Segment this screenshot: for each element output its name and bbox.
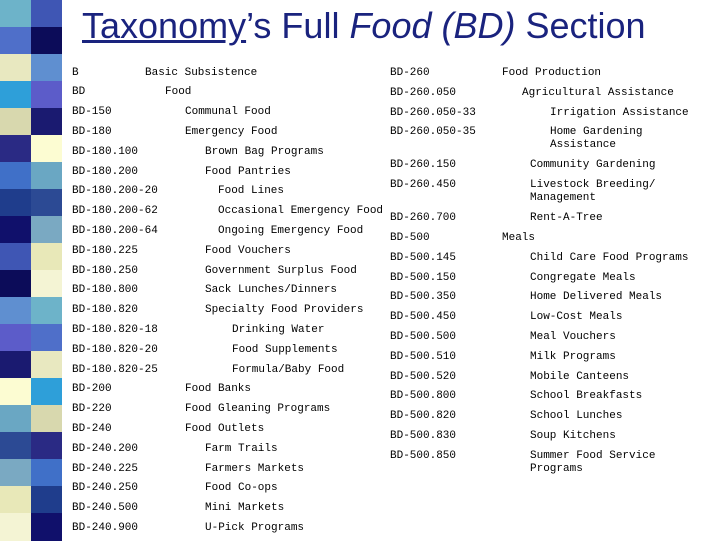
stripe-cell <box>0 378 31 406</box>
stripe-cell <box>31 270 62 298</box>
taxonomy-description: Low-Cost Meals <box>530 311 623 323</box>
stripe-cell <box>31 486 62 514</box>
taxonomy-code: BD-180.225 <box>72 245 139 257</box>
stripe-cell <box>0 108 31 136</box>
stripe-cell <box>31 513 62 541</box>
stripe-cell <box>0 513 31 541</box>
taxonomy-code: BD-500.800 <box>390 390 457 402</box>
title-taxonomy: Taxonomy <box>82 5 247 46</box>
taxonomy-code: BD-180.250 <box>72 265 139 277</box>
taxonomy-code: BD-500.450 <box>390 311 457 323</box>
stripe-cell <box>31 54 62 82</box>
taxonomy-description: Food Lines <box>218 185 285 197</box>
taxonomy-code: BD-260.050 <box>390 87 457 99</box>
taxonomy-description: Irrigation Assistance <box>550 107 689 119</box>
taxonomy-code: BD-180.200-62 <box>72 205 158 217</box>
taxonomy-code: BD-180.820-20 <box>72 344 158 356</box>
stripe-cell <box>0 162 31 190</box>
taxonomy-description: Soup Kitchens <box>530 430 616 442</box>
taxonomy-description: School Breakfasts <box>530 390 643 402</box>
taxonomy-description: Food Production <box>502 67 602 79</box>
taxonomy-code: BD-180.200-64 <box>72 225 158 237</box>
taxonomy-description: Mobile Canteens <box>530 371 630 383</box>
taxonomy-description: U-Pick Programs <box>205 522 305 534</box>
taxonomy-description: Meal Vouchers <box>530 331 616 343</box>
taxonomy-description: Government Surplus Food <box>205 265 357 277</box>
stripe-cell <box>0 459 31 487</box>
page-title <box>82 2 712 50</box>
taxonomy-code: BD-180.820-18 <box>72 324 158 336</box>
taxonomy-description: Ongoing Emergency Food <box>218 225 364 237</box>
taxonomy-description: Specialty Food Providers <box>205 304 364 316</box>
taxonomy-code: BD-500.510 <box>390 351 457 363</box>
taxonomy-code: BD-500.500 <box>390 331 457 343</box>
taxonomy-description: School Lunches <box>530 410 623 422</box>
taxonomy-code: BD-500.820 <box>390 410 457 422</box>
taxonomy-description: Home Delivered Meals <box>530 291 663 303</box>
taxonomy-code: BD-240.250 <box>72 482 139 494</box>
taxonomy-description: Brown Bag Programs <box>205 146 324 158</box>
taxonomy-description: Livestock Breeding/ Management <box>530 179 656 204</box>
stripe-cell <box>0 189 31 217</box>
taxonomy-code: BD-180.200 <box>72 166 139 178</box>
taxonomy-code: BD-240.500 <box>72 502 139 514</box>
taxonomy-code: BD-500.145 <box>390 252 457 264</box>
taxonomy-description: Meals <box>502 232 536 244</box>
taxonomy-description: Food Pantries <box>205 166 291 178</box>
stripe-cell <box>0 432 31 460</box>
taxonomy-code: BD-200 <box>72 383 112 395</box>
taxonomy-description: Agricultural Assistance <box>522 87 674 99</box>
taxonomy-code: BD-500.350 <box>390 291 457 303</box>
taxonomy-description: Congregate Meals <box>530 272 636 284</box>
taxonomy-description: Food Vouchers <box>205 245 291 257</box>
stripe-cell <box>31 0 62 28</box>
stripe-cell <box>0 351 31 379</box>
taxonomy-code: BD-180.100 <box>72 146 139 158</box>
taxonomy-description: Occasional Emergency Food <box>218 205 384 217</box>
stripe-cell <box>31 81 62 109</box>
stripe-cell <box>0 405 31 433</box>
taxonomy-description: Community Gardening <box>530 159 656 171</box>
stripe-cell <box>0 243 31 271</box>
taxonomy-code: BD-260.050-33 <box>390 107 476 119</box>
stripe-cell <box>0 54 31 82</box>
stripe-cell <box>0 0 31 28</box>
stripe-cell <box>31 324 62 352</box>
stripe-cell <box>31 351 62 379</box>
taxonomy-code: BD-500.850 <box>390 450 457 462</box>
taxonomy-description: Home Gardening Assistance <box>550 126 643 151</box>
taxonomy-code: BD-260.450 <box>390 179 457 191</box>
taxonomy-description: Sack Lunches/Dinners <box>205 284 338 296</box>
title-section: Section <box>515 5 646 46</box>
stripe-cell <box>31 135 62 163</box>
taxonomy-description: Farm Trails <box>205 443 278 455</box>
taxonomy-code: BD-220 <box>72 403 112 415</box>
taxonomy-code: BD-260.700 <box>390 212 457 224</box>
stripe-cell <box>31 432 62 460</box>
taxonomy-code: BD-500 <box>390 232 430 244</box>
taxonomy-description: Food Outlets <box>185 423 265 435</box>
taxonomy-code: BD-260 <box>390 67 430 79</box>
taxonomy-description: Food Supplements <box>232 344 338 356</box>
stripe-cell <box>0 324 31 352</box>
stripe-cell <box>0 27 31 55</box>
taxonomy-code: BD-180 <box>72 126 112 138</box>
taxonomy-description: Basic Subsistence <box>145 67 258 79</box>
stripe-cell <box>31 108 62 136</box>
taxonomy-description: Food Gleaning Programs <box>185 403 331 415</box>
stripe-cell <box>0 81 31 109</box>
stripe-cell <box>0 135 31 163</box>
stripe-cell <box>31 405 62 433</box>
stripe-cell <box>31 243 62 271</box>
taxonomy-code: BD-180.800 <box>72 284 139 296</box>
taxonomy-code: BD-180.820 <box>72 304 139 316</box>
stripe-cell <box>31 297 62 325</box>
stripe-cell <box>0 297 31 325</box>
decorative-stripe <box>0 0 62 540</box>
taxonomy-description: Rent-A-Tree <box>530 212 603 224</box>
taxonomy-code: BD-500.830 <box>390 430 457 442</box>
taxonomy-description: Communal Food <box>185 106 271 118</box>
taxonomy-description: Drinking Water <box>232 324 325 336</box>
taxonomy-description: Food Banks <box>185 383 252 395</box>
taxonomy-code: BD-500.150 <box>390 272 457 284</box>
stripe-cell <box>31 162 62 190</box>
taxonomy-description: Milk Programs <box>530 351 616 363</box>
stripe-cell <box>0 486 31 514</box>
title-food-bd: Food (BD) <box>349 5 516 46</box>
taxonomy-code: BD-240.900 <box>72 522 139 534</box>
taxonomy-description: Child Care Food Programs <box>530 252 689 264</box>
stripe-cell <box>31 378 62 406</box>
taxonomy-code: BD-260.150 <box>390 159 457 171</box>
taxonomy-code: BD <box>72 86 86 98</box>
taxonomy-description: Food <box>165 86 192 98</box>
taxonomy-description: Mini Markets <box>205 502 285 514</box>
taxonomy-code: BD-150 <box>72 106 112 118</box>
taxonomy-description: Summer Food Service Programs <box>530 450 656 475</box>
stripe-cell <box>31 189 62 217</box>
taxonomy-description: Emergency Food <box>185 126 278 138</box>
taxonomy-code: BD-180.820-25 <box>72 364 158 376</box>
taxonomy-code: B <box>72 67 79 79</box>
taxonomy-code: BD-180.200-20 <box>72 185 158 197</box>
stripe-cell <box>31 27 62 55</box>
title-possessive: ’s Full <box>246 5 350 46</box>
taxonomy-description: Food Co-ops <box>205 482 278 494</box>
stripe-cell <box>0 216 31 244</box>
stripe-cell <box>0 270 31 298</box>
taxonomy-code: BD-240.225 <box>72 463 139 475</box>
taxonomy-description: Formula/Baby Food <box>232 364 345 376</box>
taxonomy-description: Farmers Markets <box>205 463 305 475</box>
stripe-cell <box>31 216 62 244</box>
taxonomy-code: BD-240 <box>72 423 112 435</box>
taxonomy-code: BD-260.050-35 <box>390 126 476 138</box>
taxonomy-code: BD-500.520 <box>390 371 457 383</box>
stripe-cell <box>31 459 62 487</box>
taxonomy-code: BD-240.200 <box>72 443 139 455</box>
